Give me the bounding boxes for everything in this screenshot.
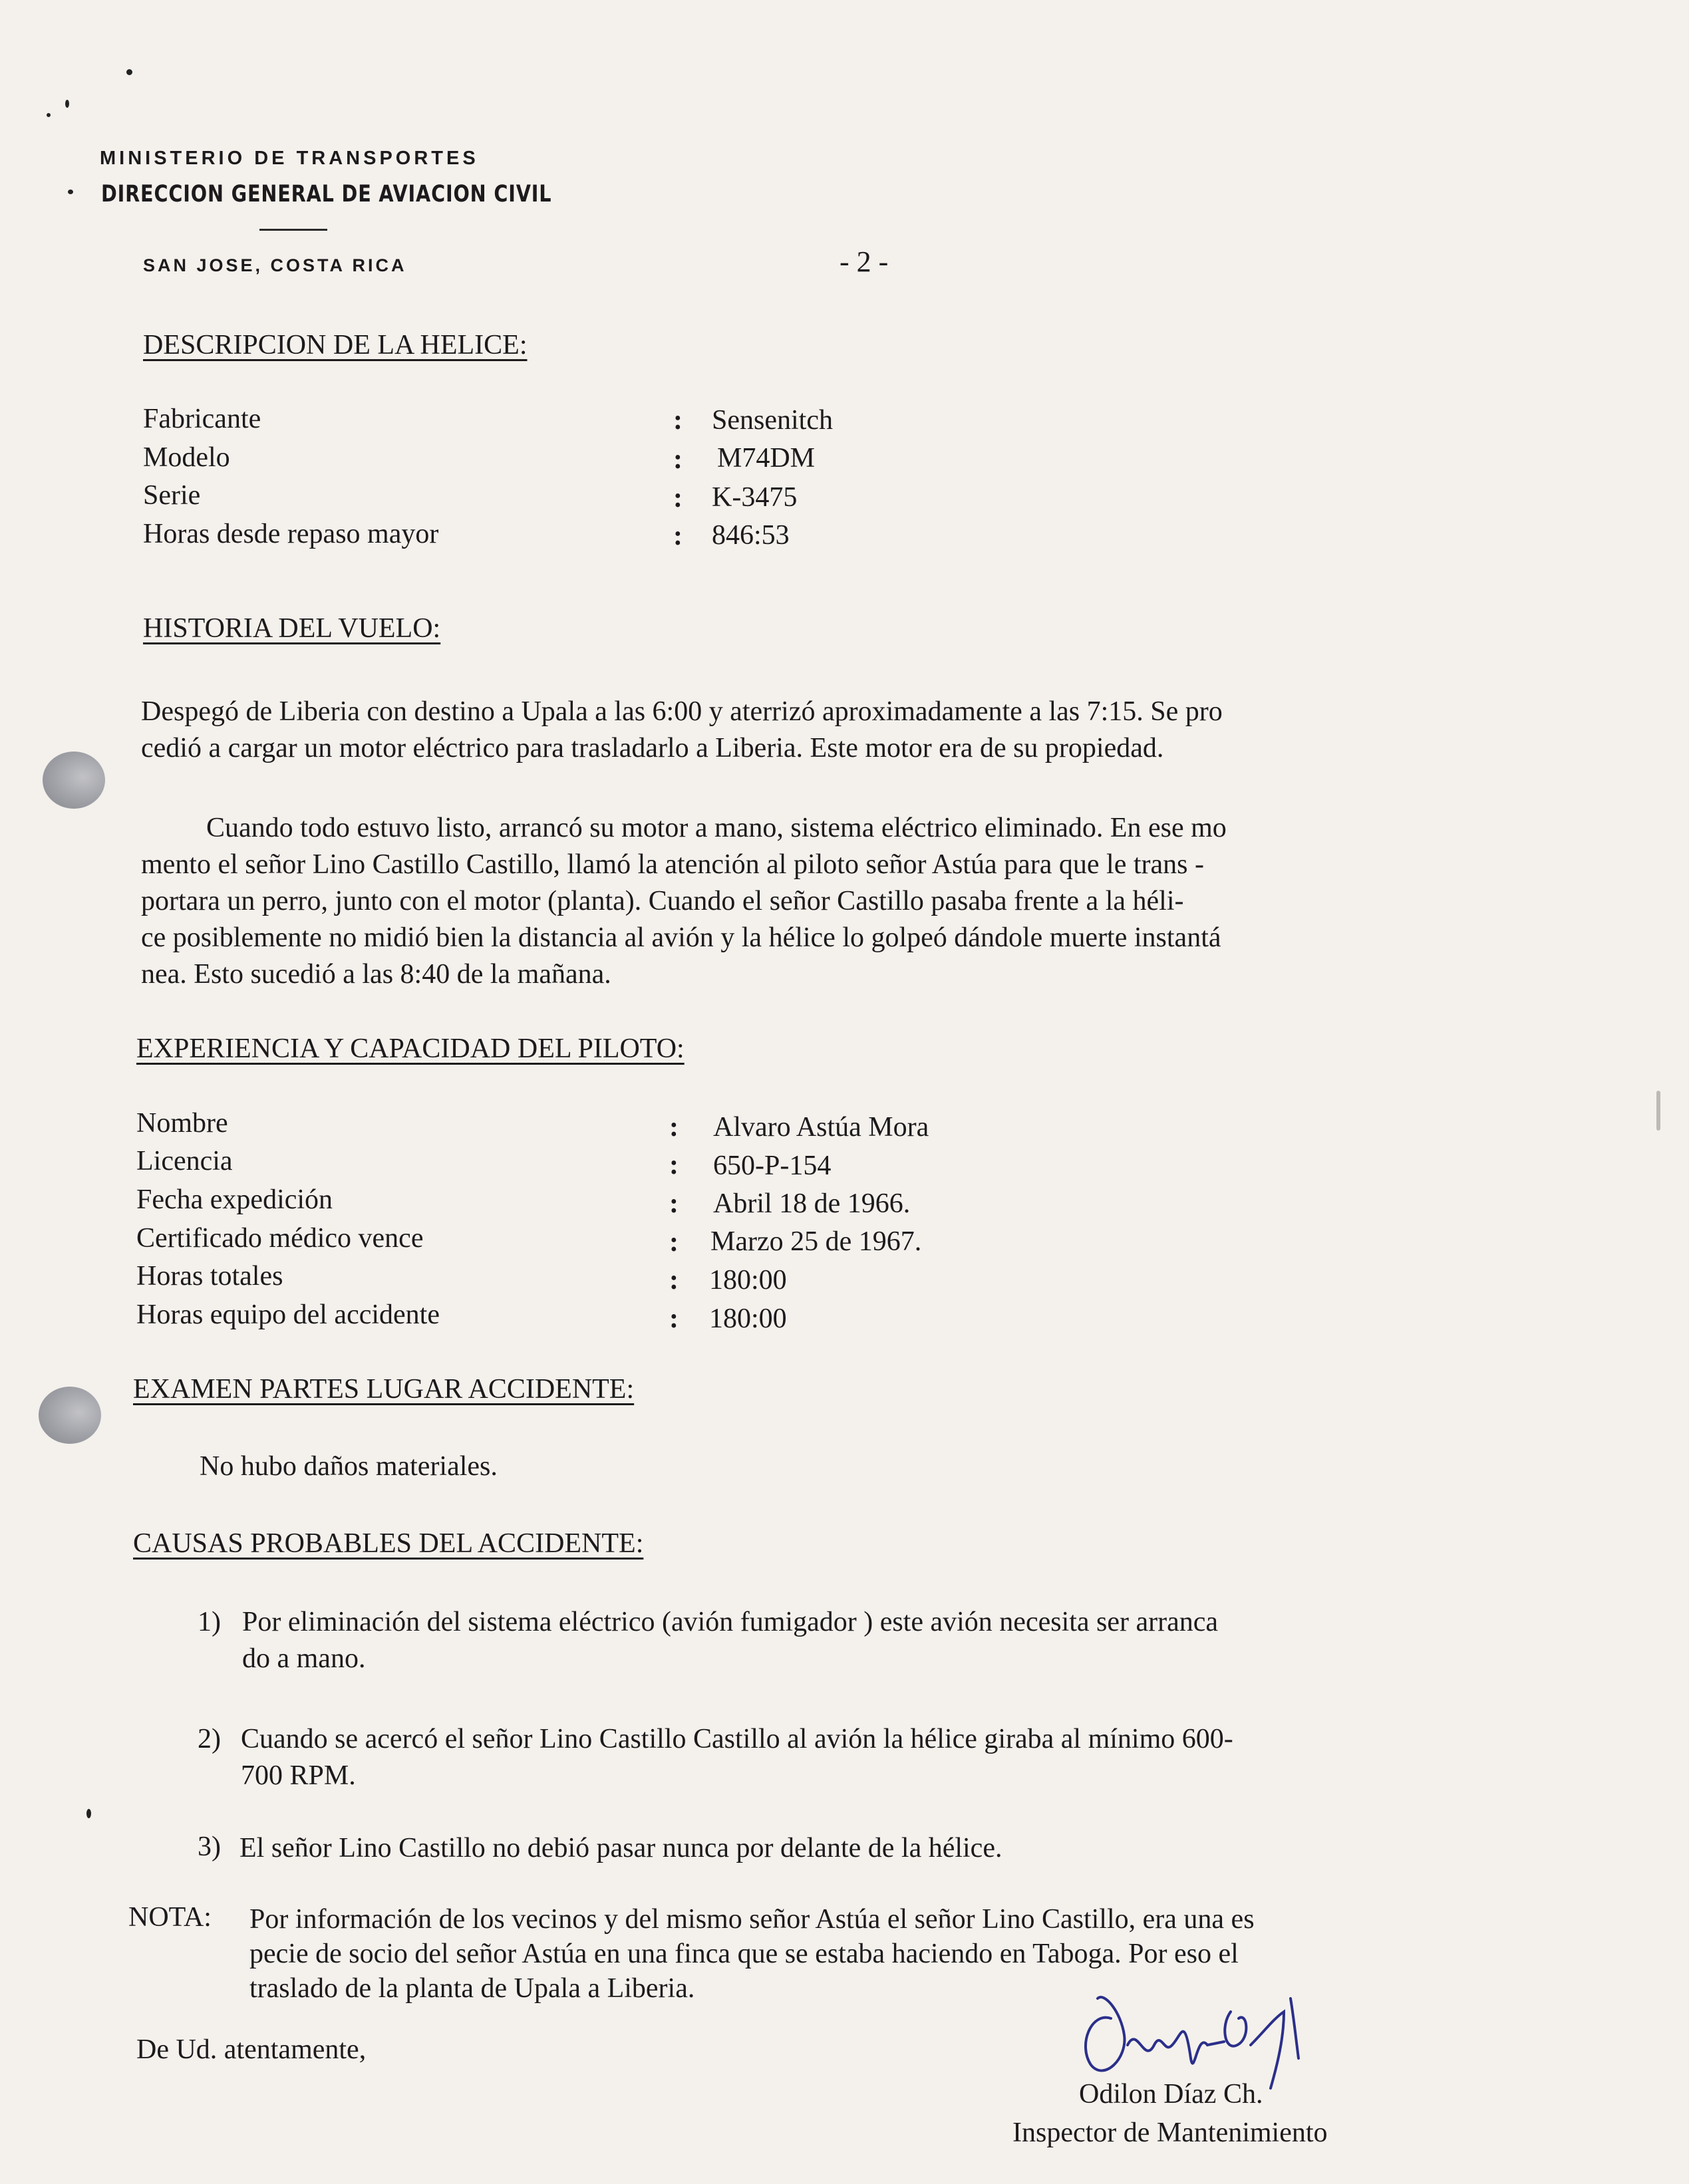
kv-separator: : xyxy=(669,1188,679,1219)
cause-number: 1) xyxy=(198,1607,221,1637)
flight-history-paragraph-1 xyxy=(141,694,1605,767)
propeller-value: M74DM xyxy=(717,443,816,474)
section-heading-exam: EXAMEN PARTES LUGAR ACCIDENTE: xyxy=(133,1374,635,1405)
cause-line: Por eliminación del sistema eléctrico (avión fumigador ) este avión necesita ser arranca xyxy=(242,1607,1219,1637)
punch-hole-bottom xyxy=(39,1387,101,1444)
speck xyxy=(47,113,51,117)
pilot-label: Horas equipo del accidente xyxy=(136,1299,440,1330)
nota-text xyxy=(249,1902,1620,2006)
page-number: - 2 - xyxy=(840,245,889,278)
cause-line: do a mano. xyxy=(242,1643,366,1674)
flight-history-paragraph-2 xyxy=(141,810,1605,993)
cause-line: El señor Lino Castillo no debió pasar nunca por delante de la hélice. xyxy=(239,1833,1002,1863)
pilot-label: Horas totales xyxy=(136,1261,283,1292)
signatory-name: Odilon Díaz Ch. xyxy=(1079,2079,1263,2110)
propeller-label: Fabricante xyxy=(143,404,261,434)
pilot-label: Nombre xyxy=(136,1108,228,1139)
letterhead-city: SAN JOSE, COSTA RICA xyxy=(143,255,407,275)
cause-item xyxy=(239,1830,1610,1867)
speck xyxy=(1656,1091,1660,1131)
propeller-value: K-3475 xyxy=(712,482,798,513)
paragraph-line: ce posiblemente no midió bien la distancia al avión y la hélice lo golpeó dándole muerte instantá xyxy=(141,922,1221,953)
section-heading-propeller: DESCRIPCION DE LA HELICE: xyxy=(143,330,528,360)
kv-separator: : xyxy=(669,1265,679,1296)
cause-number: 2) xyxy=(198,1724,221,1754)
pilot-value: 180:00 xyxy=(709,1303,787,1334)
closing: De Ud. atentamente, xyxy=(136,2034,367,2065)
section-heading-causes: CAUSAS PROBABLES DEL ACCIDENTE: xyxy=(133,1528,644,1559)
kv-separator: : xyxy=(673,444,683,475)
paragraph-line: portara un perro, junto con el motor (planta). Cuando el señor Castillo pasaba frente a la héli- xyxy=(141,886,1184,916)
propeller-label: Horas desde repaso mayor xyxy=(143,519,439,549)
pilot-value: Marzo 25 de 1967. xyxy=(710,1226,922,1257)
pilot-value: 650-P-154 xyxy=(713,1151,832,1181)
nota-line: traslado de la planta de Upala a Liberia. xyxy=(249,1973,695,2004)
exam-text: No hubo daños materiales. xyxy=(200,1451,498,1482)
cause-item xyxy=(241,1721,1611,1794)
kv-separator: : xyxy=(669,1227,679,1258)
kv-separator: : xyxy=(669,1303,679,1334)
kv-separator: : xyxy=(673,521,683,551)
speck xyxy=(86,1809,91,1818)
cause-item xyxy=(242,1604,1612,1677)
pilot-value: Abril 18 de 1966. xyxy=(713,1188,911,1219)
paragraph-line: cedió a cargar un motor eléctrico para trasladarlo a Liberia. Este motor era de su propiedad. xyxy=(141,733,1164,763)
kv-separator: : xyxy=(673,483,683,513)
speck xyxy=(68,190,73,194)
nota-line: Por información de los vecinos y del mismo señor Astúa el señor Lino Castillo, era una es xyxy=(249,1904,1255,1935)
punch-hole-top xyxy=(43,751,105,809)
cause-number: 3) xyxy=(198,1832,221,1862)
paragraph-line: Despegó de Liberia con destino a Upala a las 6:00 y aterrizó aproximadamente a las 7:15. Se pro xyxy=(141,696,1223,727)
pilot-label: Licencia xyxy=(136,1146,233,1176)
propeller-value: 846:53 xyxy=(712,520,790,551)
paragraph-line: Cuando todo estuvo listo, arrancó su motor a mano, sistema eléctrico eliminado. En ese mo xyxy=(206,813,1227,843)
kv-separator: : xyxy=(669,1150,679,1180)
kv-separator: : xyxy=(673,405,683,436)
letterhead-direccion: DIRECCION GENERAL DE AVIACION CIVIL xyxy=(101,181,552,207)
section-heading-flight-history: HISTORIA DEL VUELO: xyxy=(143,613,441,644)
letterhead-ministry: MINISTERIO DE TRANSPORTES xyxy=(100,148,479,169)
nota-line: pecie de socio del señor Astúa en una finca que se estaba haciendo en Taboga. Por eso el xyxy=(249,1939,1239,1969)
signatory-title: Inspector de Mantenimiento xyxy=(1012,2117,1328,2148)
nota-label: NOTA: xyxy=(128,1902,212,1933)
pilot-value: 180:00 xyxy=(709,1265,787,1296)
cause-line: Cuando se acercó el señor Lino Castillo Castillo al avión la hélice giraba al mínimo 600- xyxy=(241,1724,1233,1754)
propeller-label: Modelo xyxy=(143,442,230,473)
letterhead-divider xyxy=(259,229,327,231)
paragraph-line: nea. Esto sucedió a las 8:40 de la mañana. xyxy=(141,959,611,990)
pilot-label: Fecha expedición xyxy=(136,1184,333,1215)
propeller-label: Serie xyxy=(143,480,201,511)
section-heading-pilot: EXPERIENCIA Y CAPACIDAD DEL PILOTO: xyxy=(136,1033,685,1064)
cause-line: 700 RPM. xyxy=(241,1760,356,1791)
propeller-value: Sensenitch xyxy=(712,405,833,436)
speck xyxy=(126,69,132,75)
speck xyxy=(65,100,69,108)
paragraph-line: mento el señor Lino Castillo Castillo, llamó la atención al piloto señor Astúa para que le trans - xyxy=(141,849,1204,880)
kv-separator: : xyxy=(669,1112,679,1143)
pilot-label: Certificado médico vence xyxy=(136,1223,424,1254)
pilot-value: Alvaro Astúa Mora xyxy=(713,1112,929,1143)
